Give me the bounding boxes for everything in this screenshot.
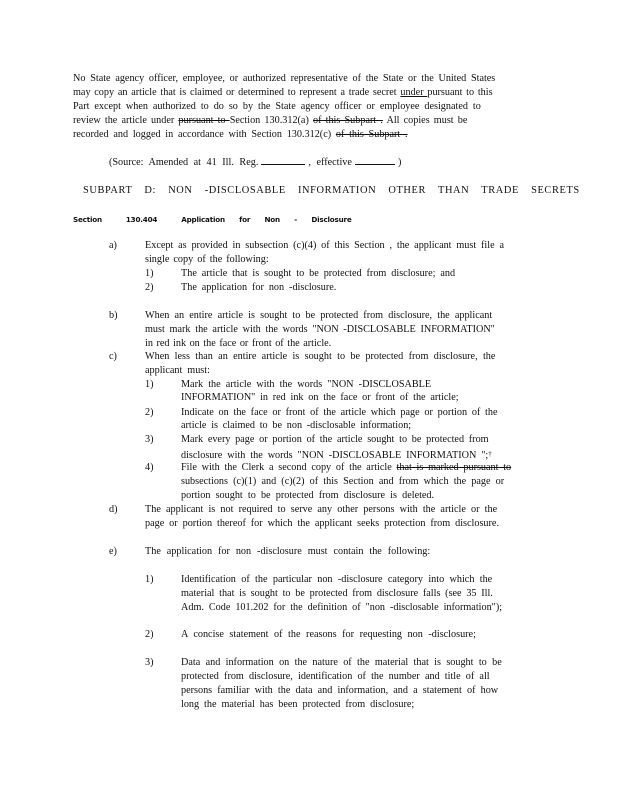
item-e-line-1: The application for non -disclosure must contain the following: <box>145 546 431 557</box>
item-c4-line-1 <box>181 462 511 474</box>
intro-text: review the article under <box>73 115 179 126</box>
section-number: 130.404 <box>125 215 158 224</box>
subpart-heading: SUBPART D: NON -DISCLOSABLE INFORMATION OTHER THAN TRADE SECRETS <box>83 185 580 196</box>
item-b-line-2: must mark the article with the words "NON -DISCLOSABLE INFORMATION" <box>145 324 495 335</box>
intro-line-2 <box>73 87 493 99</box>
item-c4-line-3: portion sought to be protected from disclosure is deleted. <box>181 490 435 501</box>
item-e1-line-2: material that is sought to be protected from disclosure falls (see 35 Ill. <box>181 588 493 599</box>
item-a2-number: 2) <box>145 282 154 293</box>
intro-line-3 <box>73 101 481 113</box>
item-e2-line-1: A concise statement of the reasons for requesting non -disclosure; <box>181 629 476 640</box>
item-e1-line-3: Adm. Code 101.202 for the definition of "non -disclosable information"); <box>181 602 503 613</box>
source-note <box>109 157 401 169</box>
item-e-label: e) <box>109 546 117 557</box>
item-c4-line-2: subsections (c)(1) and (c)(2) of this Section and from which the page or <box>181 476 505 487</box>
item-a2-text: The application for non -disclosure. <box>181 282 337 293</box>
intro-line-1 <box>73 73 495 85</box>
item-a1-text: The article that is sought to be protected from disclosure; and <box>181 268 456 279</box>
inserted-text: under <box>400 87 428 98</box>
blank-field <box>355 164 395 165</box>
section-heading <box>73 215 376 225</box>
intro-text: Part except when authorized to do so by the State agency officer or employee designated to <box>73 101 481 112</box>
item-d-label: d) <box>109 504 118 515</box>
item-e3-number: 3) <box>145 657 154 668</box>
item-e1-number: 1) <box>145 574 154 585</box>
item-c4-text: File with the Clerk a second copy of the article <box>181 462 397 473</box>
item-e2-number: 2) <box>145 629 154 640</box>
intro-text: All copies must be <box>382 115 468 126</box>
intro-line-4 <box>73 115 467 127</box>
item-c-line-1: When less than an entire article is sought to be protected from disclosure, the <box>145 351 496 362</box>
section-label: Section <box>73 215 102 224</box>
item-c3-number: 3) <box>145 434 154 445</box>
item-c3-line-2 <box>181 448 492 462</box>
item-c4-number: 4) <box>145 462 154 473</box>
item-b-line-1: When an entire article is sought to be protected from disclosure, the applicant <box>145 310 493 321</box>
item-e3-line-2: protected from disclosure, identification of the number and title of all <box>181 671 490 682</box>
item-a-label: a) <box>109 240 117 251</box>
deleted-text: that is marked pursuant to <box>396 462 512 473</box>
intro-text: No State agency officer, employee, or authorized representative of the State or the United States <box>73 73 496 84</box>
item-e3-line-1: Data and information on the nature of the material that is sought to be <box>181 657 502 668</box>
item-c1-line-2: INFORMATION" in red ink on the face or front of the article; <box>181 392 459 403</box>
item-a-line-1: Except as provided in subsection (c)(4) of this Section , the applicant must file a <box>145 240 504 251</box>
item-c-label: c) <box>109 351 117 362</box>
item-c-line-2: applicant must: <box>145 365 210 376</box>
intro-text: Section 130.312(a) <box>229 115 313 126</box>
deleted-text: of this Subpart . <box>335 129 408 140</box>
item-e1-line-1: Identification of the particular non -disclosure category into which the <box>181 574 493 585</box>
item-b-label: b) <box>109 310 118 321</box>
deleted-text: pursuant to <box>178 115 230 126</box>
blank-field <box>261 164 305 165</box>
intro-text: may copy an article that is claimed or determined to represent a trade secret <box>73 87 401 98</box>
item-e3-line-3: persons familiar with the data and information, and a statement of how <box>181 685 499 696</box>
item-c2-number: 2) <box>145 407 154 418</box>
item-c2-line-2: article is claimed to be non -disclosable information; <box>181 420 412 431</box>
item-c1-number: 1) <box>145 379 154 390</box>
item-c3-text: disclosure with the words "NON -DISCLOSABLE INFORMATION "; <box>181 450 489 461</box>
deleted-text: of this Subpart . <box>313 115 383 126</box>
item-c1-line-1: Mark the article with the words "NON -DISCLOSABLE <box>181 379 432 390</box>
item-a-line-2: single copy of the following: <box>145 254 269 265</box>
source-note-suffix: ) <box>397 157 402 168</box>
source-note-prefix: (Source: Amended at 41 Ill. Reg. <box>109 157 259 168</box>
item-c2-line-1: Indicate on the face or front of the article which page or portion of the <box>181 407 498 418</box>
source-note-middle: , effective <box>308 157 352 168</box>
intro-text: recorded and logged in accordance with Section 130.312(c) <box>73 129 336 140</box>
item-e3-line-4: long the material has been protected from disclosure; <box>181 699 415 710</box>
section-title: Application for Non - Disclosure <box>181 215 352 224</box>
item-b-line-3: in red ink on the face or front of the article. <box>145 338 332 349</box>
item-d-line-1: The applicant is not required to serve any other persons with the article or the <box>145 504 498 515</box>
intro-line-5 <box>73 129 408 141</box>
item-a1-number: 1) <box>145 268 154 279</box>
intro-text: pursuant to this <box>427 87 493 98</box>
insert-mark: † <box>488 450 492 458</box>
item-d-line-2: page or portion thereof for which the applicant seeks protection from disclosure. <box>145 518 499 529</box>
item-c3-line-1: Mark every page or portion of the article sought to be protected from <box>181 434 489 445</box>
